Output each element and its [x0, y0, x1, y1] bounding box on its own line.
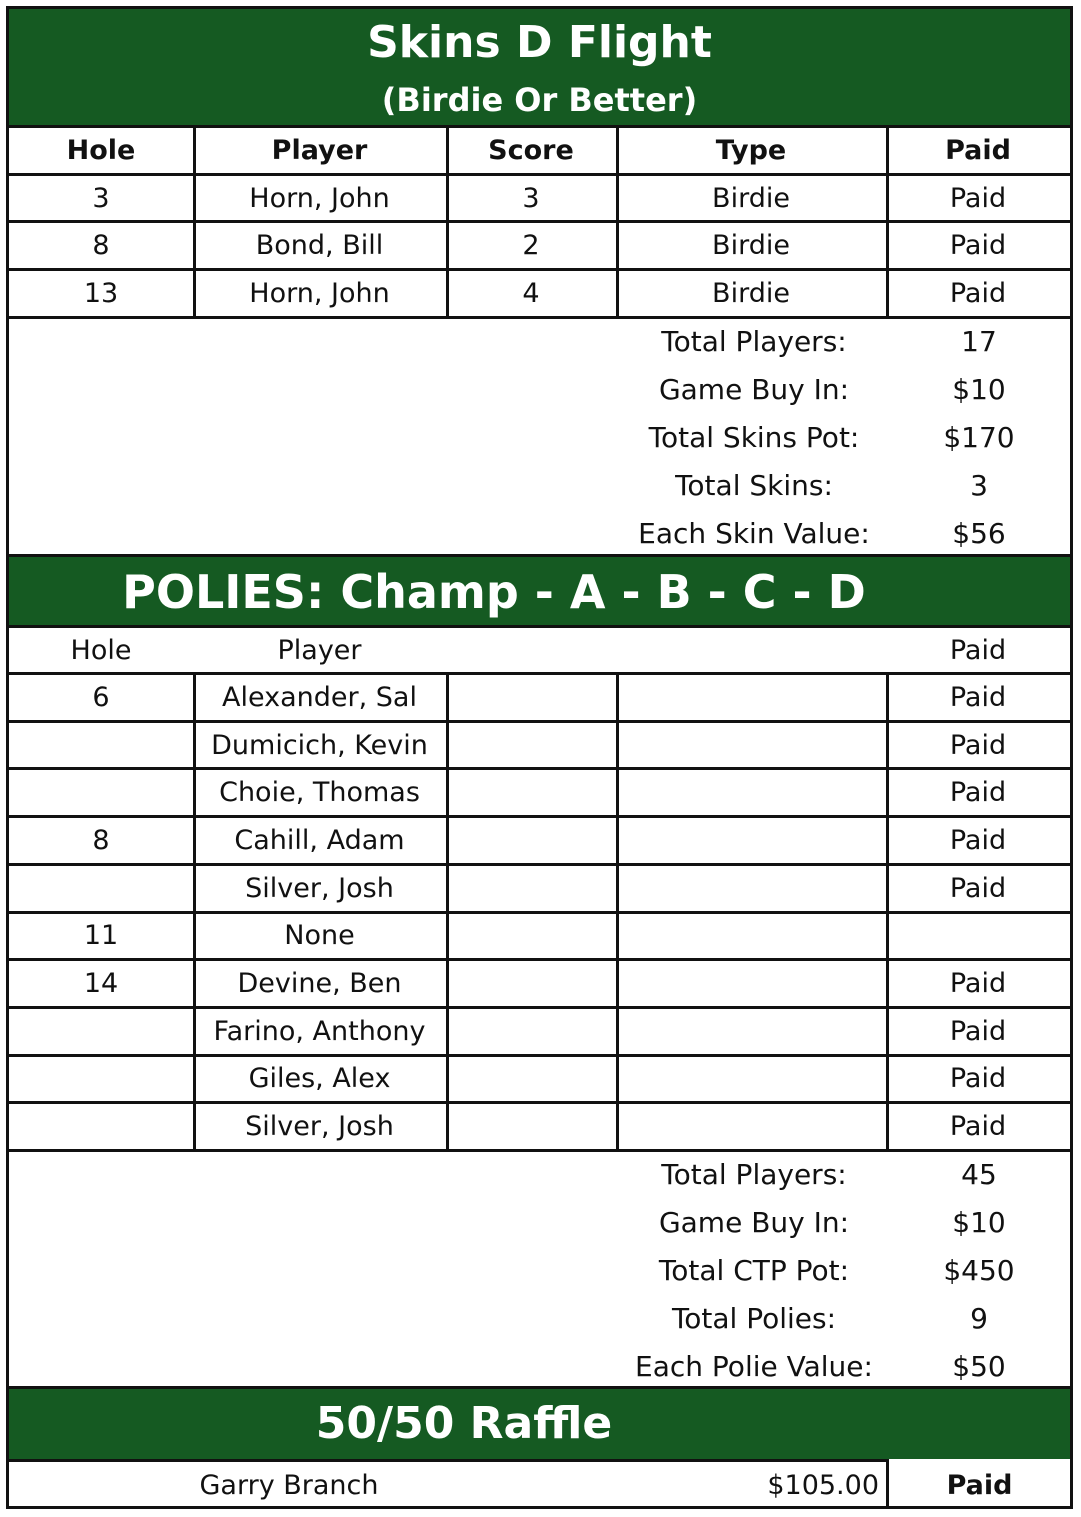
table-cell-player: None — [284, 920, 355, 952]
table-cell-player: Farino, Anthony — [213, 1015, 426, 1047]
table-cell-paid: Paid — [949, 729, 1007, 761]
skins-title: Skins D Flight — [367, 17, 712, 68]
table-cell-player: Horn, John — [249, 277, 390, 309]
summary-value: 17 — [961, 325, 997, 359]
summary-value: $10 — [952, 373, 1006, 407]
table-cell-player: Bond, Bill — [255, 230, 384, 262]
raffle-amount: $105.00 — [767, 1469, 879, 1501]
table-cell-hole — [9, 866, 193, 911]
table-cell-hole: 6 — [92, 681, 110, 713]
table-cell-paid — [886, 914, 1070, 959]
table-cell-paid: Paid — [949, 872, 1007, 904]
summary-value: $10 — [952, 1205, 1006, 1239]
summary-label: Total Polies: — [671, 1301, 837, 1335]
table-cell-hole: 8 — [92, 824, 110, 856]
table-cell-paid: Paid — [949, 1111, 1007, 1143]
player-header: Player — [271, 134, 368, 166]
summary-label: Game Buy In: — [658, 1205, 850, 1239]
table-cell-hole: 14 — [83, 968, 119, 1000]
table-cell-player: Silver, Josh — [245, 1111, 394, 1143]
table-cell-hole — [9, 1009, 193, 1054]
table-cell-player: Silver, Josh — [245, 872, 394, 904]
table-cell-player: Dumicich, Kevin — [211, 729, 428, 761]
table-cell-type: Birdie — [712, 182, 790, 214]
divider — [446, 672, 449, 1149]
polies-title: POLIES: Champ - A - B - C - D — [122, 565, 866, 619]
table-cell-paid: Paid — [949, 824, 1007, 856]
divider — [193, 125, 196, 316]
summary-value: 3 — [970, 469, 988, 503]
table-cell-hole — [9, 723, 193, 768]
summary-value: 9 — [970, 1301, 988, 1335]
table-cell-paid: Paid — [949, 277, 1007, 309]
raffle-title: 50/50 Raffle — [315, 1398, 613, 1449]
table-cell-hole — [9, 1104, 193, 1149]
divider — [886, 125, 889, 316]
table-cell-paid: Paid — [949, 1015, 1007, 1047]
summary-label: Total Skins: — [675, 469, 833, 503]
table-cell-hole: 11 — [83, 920, 119, 952]
table-cell-player: Cahill, Adam — [234, 824, 405, 856]
summary-label: Each Polie Value: — [635, 1349, 873, 1383]
summary-value: $50 — [952, 1349, 1006, 1383]
summary-label: Total Players: — [661, 1157, 847, 1191]
table-cell-hole — [9, 1057, 193, 1102]
results-sheet — [6, 6, 1073, 1509]
table-cell-paid: Paid — [949, 1063, 1007, 1095]
table-cell-paid: Paid — [949, 777, 1007, 809]
table-cell-hole: 13 — [83, 277, 119, 309]
divider — [616, 125, 619, 316]
table-cell-paid: Paid — [949, 681, 1007, 713]
skins-banner — [9, 9, 1070, 125]
paid-header: Paid — [949, 635, 1007, 666]
table-cell-paid: Paid — [949, 230, 1007, 262]
summary-value: $56 — [952, 517, 1006, 551]
raffle-winner: Garry Branch — [199, 1469, 379, 1501]
summary-value: $170 — [943, 421, 1015, 455]
type-header: Type — [715, 134, 787, 166]
table-cell-player: Giles, Alex — [248, 1063, 391, 1095]
hole-header: Hole — [70, 635, 132, 666]
table-cell-player: Horn, John — [249, 182, 390, 214]
divider — [446, 125, 449, 316]
summary-label: Each Skin Value: — [638, 517, 870, 551]
divider — [616, 672, 619, 1149]
summary-label: Total Skins Pot: — [648, 421, 860, 455]
table-cell-hole: 3 — [92, 182, 110, 214]
table-cell-player: Alexander, Sal — [222, 681, 417, 713]
table-cell-hole: 8 — [92, 230, 110, 262]
table-cell-paid: Paid — [949, 968, 1007, 1000]
paid-header: Paid — [945, 134, 1011, 166]
table-cell-score: 4 — [522, 277, 540, 309]
divider — [193, 672, 196, 1149]
score-header: Score — [488, 134, 574, 166]
summary-value: 45 — [961, 1157, 997, 1191]
table-cell-player: Devine, Ben — [237, 968, 402, 1000]
player-header: Player — [277, 635, 362, 666]
table-cell-score: 2 — [522, 230, 540, 262]
summary-label: Total CTP Pot: — [658, 1253, 850, 1287]
table-cell-hole — [9, 770, 193, 815]
summary-label: Total Players: — [661, 325, 847, 359]
raffle-banner — [9, 1389, 1070, 1459]
table-cell-paid: Paid — [949, 182, 1007, 214]
summary-value: $450 — [943, 1253, 1015, 1287]
raffle-paid: Paid — [946, 1469, 1013, 1501]
summary-label: Game Buy In: — [658, 373, 850, 407]
table-cell-type: Birdie — [712, 277, 790, 309]
polies-banner — [9, 557, 1070, 625]
divider — [886, 672, 889, 1149]
table-cell-player: Choie, Thomas — [219, 777, 420, 809]
table-cell-score: 3 — [522, 182, 540, 214]
table-cell-type: Birdie — [712, 230, 790, 262]
skins-subtitle: (Birdie Or Better) — [381, 81, 698, 119]
hole-header: Hole — [66, 134, 136, 166]
